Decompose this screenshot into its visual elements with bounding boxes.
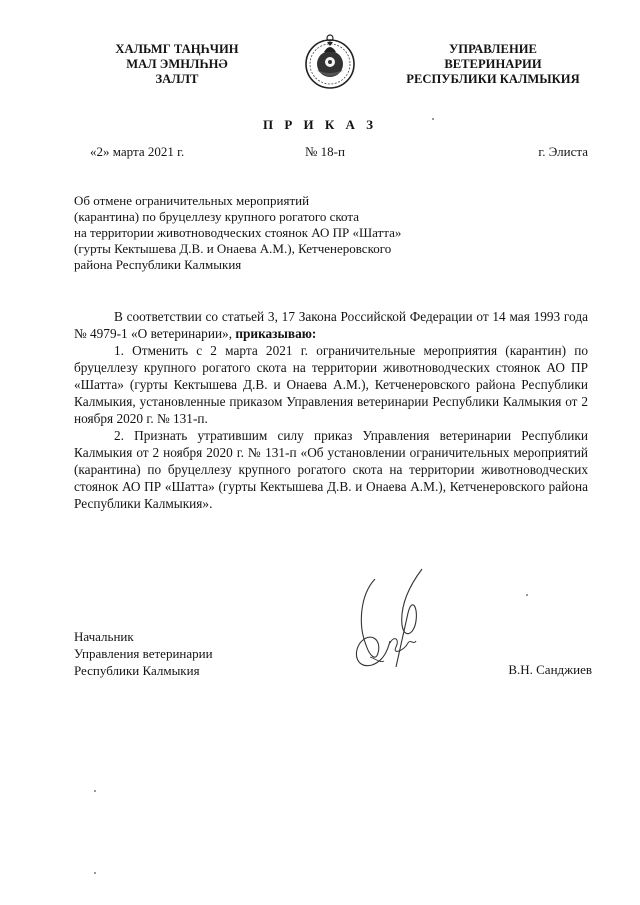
scan-speck bbox=[526, 594, 528, 596]
signer-name: В.Н. Санджиев bbox=[508, 662, 592, 677]
body-intro-directive: приказываю: bbox=[235, 326, 317, 341]
order-city: г. Элиста bbox=[538, 144, 588, 159]
signer-position-line: Управления ветеринарии bbox=[74, 646, 213, 661]
scan-speck bbox=[94, 790, 96, 792]
signer-position-line: Начальник bbox=[74, 629, 134, 644]
handwritten-signature bbox=[330, 565, 450, 690]
signer-position bbox=[74, 628, 213, 679]
body-intro-paragraph bbox=[74, 308, 588, 342]
body-item-2: 2. Признать утратившим силу приказ Управления ветеринарии Республики Калмыкия от 2 ноября 2020 г. № 131-п «Об установлении ограничительных мероприятий (карантина) по бруцеллезу крупного рогатого скота на территории животноводческих стоянок АО ПР «Шатта» (гурты Кектышева Д.В. и Онаева А.М.), Кетченеровского района Республики Калмыкия». bbox=[74, 428, 588, 511]
kalmykia-emblem-icon bbox=[303, 30, 357, 94]
header-right-block bbox=[388, 42, 598, 87]
body-intro-text: В соответствии со статьей 3, 17 Закона Российской Федерации от 14 мая 1993 года № 4979-1 «О ветеринарии», bbox=[74, 309, 588, 341]
header-right-line: РЕСПУБЛИКИ КАЛМЫКИЯ bbox=[406, 72, 580, 86]
scan-speck bbox=[432, 118, 434, 120]
scan-speck bbox=[94, 872, 96, 874]
header-left-line: ХАЛЬМГ ТАҢҺЧИН bbox=[115, 42, 239, 56]
signer-position-line: Республики Калмыкия bbox=[74, 663, 200, 678]
order-number: № 18-п bbox=[305, 144, 345, 159]
header-left-block bbox=[92, 42, 262, 87]
subject-line: района Республики Калмыкия bbox=[74, 257, 242, 272]
body-item-1: 1. Отменить с 2 марта 2021 г. ограничительные мероприятия (карантин) по бруцеллезу крупного рогатого скота на территории животноводческих стоянок АО ПР «Шатта» (гурты Кектышева Д.В. и Онаева А.М.), Кетченеровского района Республики Калмыкия, установленные приказом Управления ветеринарии Республики Калмыкия от 2 ноября 2020 г. № 131-п. bbox=[74, 343, 588, 426]
order-subject bbox=[74, 193, 474, 273]
order-body bbox=[74, 308, 588, 512]
header-left-line: МАЛ ЭМНЛҺНӘ bbox=[126, 57, 228, 71]
subject-line: (гурты Кектышева Д.В. и Онаева А.М.), Кетченеровского bbox=[74, 241, 392, 256]
order-date: «2» марта 2021 г. bbox=[90, 144, 185, 159]
subject-line: Об отмене ограничительных мероприятий bbox=[74, 193, 310, 208]
subject-line: на территории животноводческих стоянок АО ПР «Шатта» bbox=[74, 225, 402, 240]
header-right-line: ВЕТЕРИНАРИИ bbox=[444, 57, 542, 71]
header-left-line: ЗАЛЛТ bbox=[155, 72, 199, 86]
order-title: П Р И К А З bbox=[262, 117, 378, 132]
subject-line: (карантина) по бруцеллезу крупного рогатого скота bbox=[74, 209, 359, 224]
header-right-line: УПРАВЛЕНИЕ bbox=[449, 42, 537, 56]
